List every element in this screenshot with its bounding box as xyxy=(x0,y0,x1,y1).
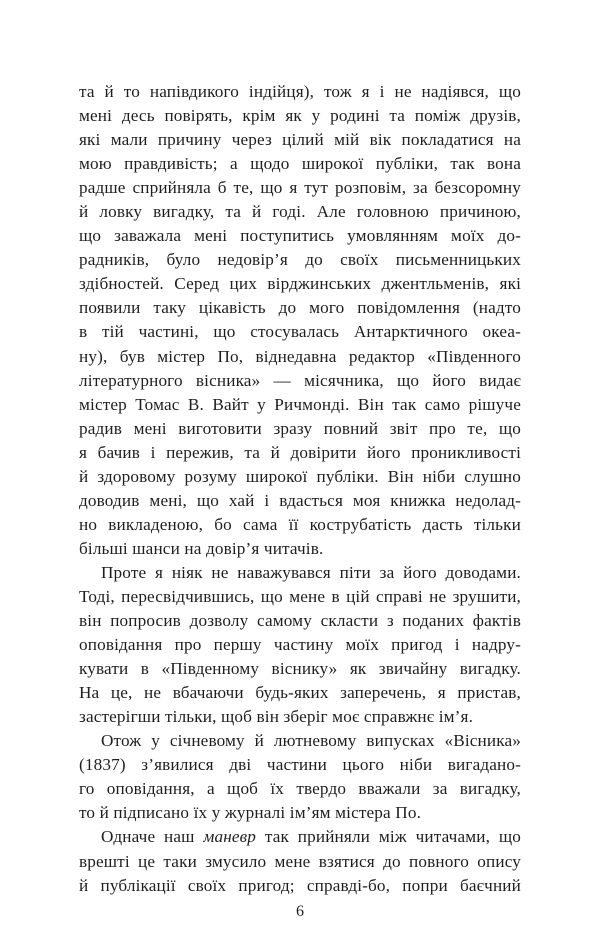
text-segment: Одначе наш xyxy=(101,827,204,847)
text-line: врешті це таки змусило мене взятися до повного опису xyxy=(79,851,521,871)
text-line: він попросив дозволу самому скласти з поданих фактів xyxy=(79,611,521,631)
text-line: й здоровому розуму широкої публіки. Він ніби слушно xyxy=(79,466,521,486)
text-line: но викладеною, бо сама її кострубатість дасть тільки xyxy=(79,514,521,534)
text-line: ну), був містер По, віднедавна редактор «Південного xyxy=(79,346,521,366)
italic-word: маневр xyxy=(203,827,257,847)
text-line: здібностей. Серед цих вірджинських джентльменів, які xyxy=(79,274,521,294)
text-line: го оповідання, а щоб їх твердо вважали за вигадку, xyxy=(79,779,521,799)
text-line: доводив мені, що хай і вдасться моя книжка недолад- xyxy=(79,490,521,510)
text-line: появили таку цікавість до мого повідомлення (надто xyxy=(79,298,521,318)
text-line: радників, було недовір’я до своїх письменницьких xyxy=(79,250,521,270)
text-line: (1837) з’явилися дві частини цього ніби вигадано- xyxy=(79,755,521,775)
text-line: радше сприйняла б те, що я тут розповім, за безсоромну xyxy=(79,178,521,198)
text-line: я бачив і пережив, та й довірити його проникливості xyxy=(79,442,521,462)
text-line: та й то напівдикого індійця), тож я і не надіявся, що xyxy=(79,82,521,101)
text-line: Отож у січневому й лютневому випусках «Вісника» xyxy=(101,731,521,751)
text-line: Тоді, пересвідчившись, що мене в цій справі не зрушити, xyxy=(79,586,521,606)
page-number: 6 xyxy=(296,903,304,920)
text-line: літературного вісника» — місячника, що його видає xyxy=(79,370,521,390)
text-line: й ловку вигадку, та й годі. Але головною причиною, xyxy=(79,202,521,222)
text-line: більші шанси на довір’я читачів. xyxy=(79,538,324,558)
text-segment: так прийняли між читачами, що xyxy=(256,827,521,847)
text-line: мені десь повірять, крім як у родині та поміж друзів, xyxy=(79,106,521,126)
text-line: застерігши тільки, щоб він зберіг моє справжнє ім’я. xyxy=(79,707,474,727)
text-line: містер Томас В. Вайт у Ричмонді. Він так само рішуче xyxy=(79,394,521,414)
text-line: мою правдивість; а щодо широкої публіки, так вона xyxy=(79,154,521,174)
text-line: які мали причину через цілий мій вік покладатися на xyxy=(79,130,521,150)
text-line: радив мені виготовити зразу повний звіт про те, що xyxy=(79,418,521,438)
text-line xyxy=(79,825,521,849)
text-line: й публікації своїх пригод; справді-бо, попри баєчний xyxy=(79,875,521,895)
text-line: то й підписано їх у журналі ім’ям містера По. xyxy=(79,803,422,823)
text-line: Проте я ніяк не наважувався піти за його доводами. xyxy=(101,562,521,582)
text-line: кувати в «Південному віснику» як звичайну вигадку. xyxy=(79,659,521,679)
text-line: оповідання про першу частину моїх пригод і надру- xyxy=(79,635,521,655)
text-line: в тій частині, що стосувалась Антарктичного океа- xyxy=(79,322,521,342)
text-line: На це, не вбачаючи будь-яких заперечень, я пристав, xyxy=(79,683,521,703)
text-line: що заважала мені поступитись умовлянням моїх до- xyxy=(79,226,521,246)
page-body-text xyxy=(79,80,521,898)
